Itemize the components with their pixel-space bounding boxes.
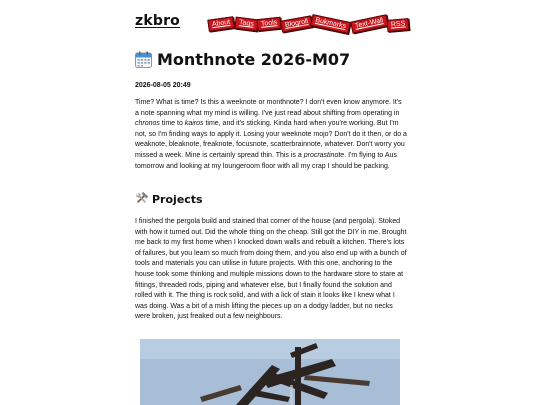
intro-emphasis-chronos: chronos — [135, 120, 160, 128]
nav-about[interactable]: About — [207, 16, 235, 32]
intro-emphasis-kairos: kairos — [184, 120, 204, 128]
calendar-icon — [135, 51, 152, 73]
nav-tags[interactable]: Tags — [234, 17, 258, 32]
nav-bukmarks[interactable]: Bukmarks — [310, 14, 351, 34]
nav-rss[interactable]: RSS — [387, 18, 410, 32]
intro-emphasis-procrastinote: procrastinote — [303, 151, 345, 159]
main-nav — [207, 13, 417, 39]
nav-blogroll[interactable]: Blogroll — [280, 15, 313, 32]
projects-heading-text: Projects — [152, 193, 203, 206]
projects-heading — [135, 192, 203, 209]
site-title-link[interactable]: zkbro — [135, 13, 181, 29]
intro-text-3: time, and it's sticking. Kinda hard when you're working. But I'm not, so I'm finding ways to apply it. Losing your weeknote mojo? Don't do it then, or do a weaknote, bleaknote, freaknote, focusnote, scatterbrainnote, whatever. Don't worry you missed a week. Mine is certainly spread thin. This is a — [135, 120, 407, 159]
page-title-text: Monthnote 2026-M07 — [157, 50, 351, 69]
nav-tools[interactable]: Tools — [256, 17, 281, 31]
intro-text-4: . I'm flying to Aus tomorrow and looking at my loungeroom floor with all my crap I should be packing. — [135, 151, 397, 170]
page-title — [135, 50, 350, 73]
post-date: 2026-08-05 20:49 — [135, 82, 191, 89]
site-header — [135, 13, 407, 39]
tools-icon — [135, 192, 148, 209]
intro-text-1: Time? What is time? Is this a weeknote or monthnote? I don't even know anymore. It's a note spanning what my mind is willing. I've just read about shifting from operating in — [135, 99, 402, 117]
intro-text-2: time to — [159, 120, 185, 128]
nav-text-wall[interactable]: Text-Wall — [350, 14, 388, 33]
projects-paragraph: I finished the pergola build and stained that corner of the house (and pergola). Stoked with how it turned out. Did the whole thing on the cheap. Still got the DIY in me. Brought me back to my first home when I knocked down walls and rebuilt a kitchen. There's lots of failures, but you learn so much from doing them, and you also end up with a bunch of tools and materials you can utilise in future projects. With this one, anchoring to the house took some thinking and multiple missions down to the hardware store to stare at fittings, threaded rods, piping and whatever else, but I finally found the solution and rolled with it. The thing is rock solid, and with a lick of stain it looks like I knew what I was doing. Was a bit of a mish lifting the pieces up on a dodgy ladder, but no necks were broken, just freaked out a few neighbours. — [135, 218, 407, 321]
pergola-photo — [140, 339, 400, 405]
intro-paragraph — [135, 98, 407, 172]
